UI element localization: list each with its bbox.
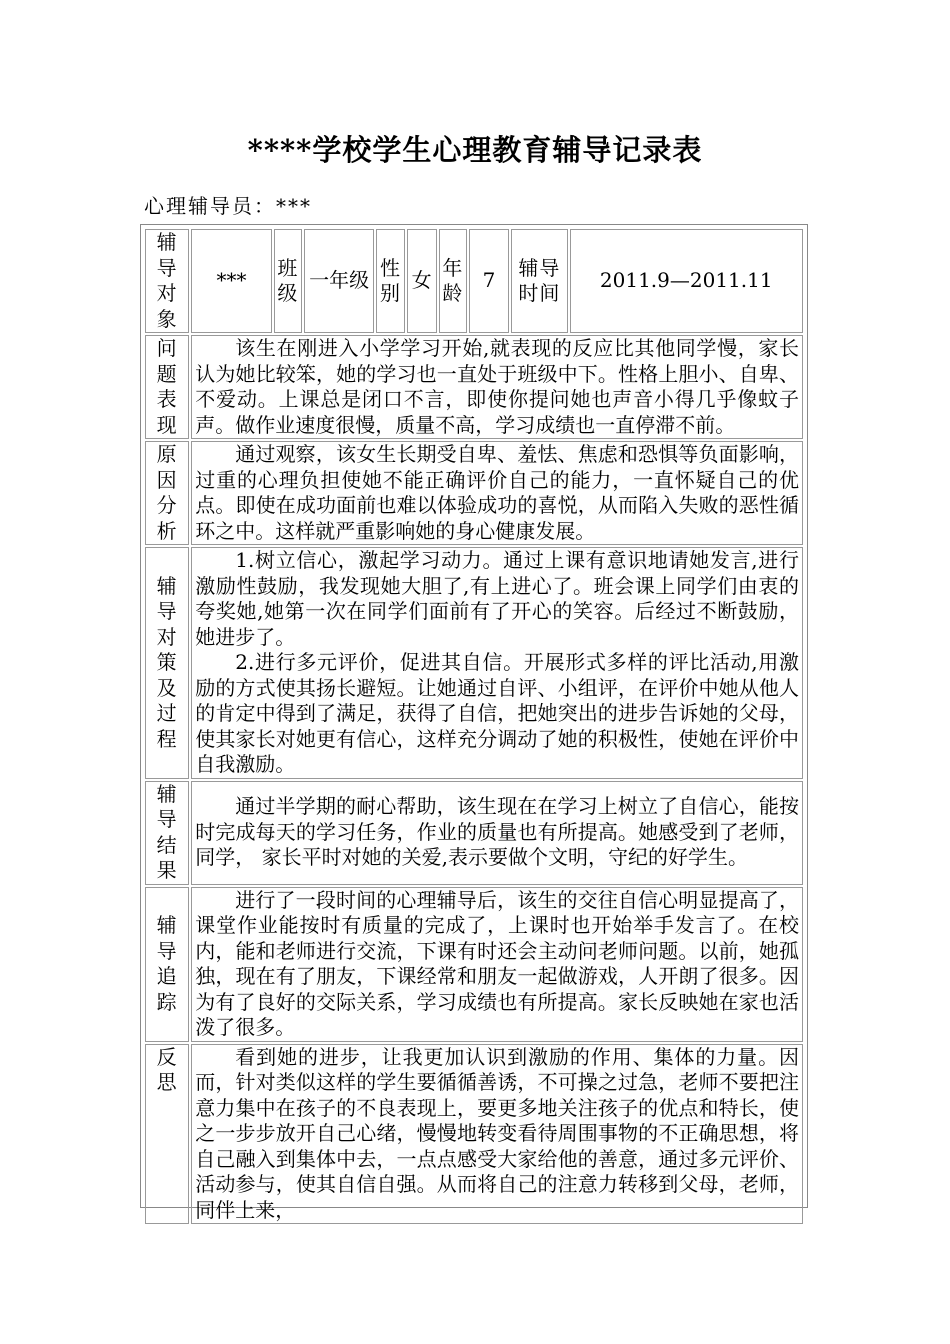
reflection-paragraph: 看到她的进步，让我更加认识到激励的作用、集体的力量。因而，针对类似这样的学生要循循善诱，不可操之过急，老师不要把注意力集中在孩子的不良表现上，要更多地关注孩子的优点和特长，使之一步步放开自己心绪，慢慢地转变看待周围事物的不正确思想，将自己融入到集体中去，一点点感受大家给他的善意，通过多元评价、活动参与，使其自信自强。从而将自己的注意力转移到父母，老师，同伴上来， (195, 1044, 799, 1222)
page-title: ****学校学生心理教育辅导记录表 (247, 133, 703, 167)
reflection-label: 反思 (145, 1044, 189, 1225)
result-paragraph: 通过半学期的耐心帮助，该生现在在学习上树立了自信心，能按时完成每天的学习任务，作业的质量也有所提高。她感受到了老师，同学， 家长平时对她的关爱,表示要做个文明，守纪的好学生。 (195, 794, 799, 870)
strategy-content (191, 547, 803, 779)
result-label: 辅导结果 (145, 781, 189, 885)
strategy-row (145, 547, 803, 779)
result-row (145, 781, 803, 885)
problem-paragraph: 该生在刚进入小学学习开始,就表现的反应比其他同学慢，家长认为她比较笨，她的学习也一直处于班级中下。性格上胆小、自卑、不爱动。上课总是闭口不言，即使你提问她也声音小得几乎像蚊子声。做作业速度很慢，质量不高，学习成绩也一直停滞不前。 (195, 336, 799, 437)
age-value: 7 (469, 229, 509, 333)
strategy-label: 辅导对策及过程 (145, 547, 189, 779)
age-label: 年龄 (439, 229, 467, 333)
followup-label: 辅导追踪 (145, 887, 189, 1042)
cause-content (191, 441, 803, 545)
target-value: *** (191, 229, 272, 333)
followup-row (145, 887, 803, 1042)
cause-paragraph: 通过观察，该女生长期受自卑、羞怯、焦虑和恐惧等负面影响，过重的心理负担使她不能正确评价自己的能力，一直怀疑自己的优点。即使在成功面前也难以体验成功的喜悦，从而陷入失败的恶性循环之中。这样就严重影响她的身心健康发展。 (195, 442, 799, 543)
class-value: 一年级 (304, 229, 374, 333)
record-table-frame (140, 224, 808, 1222)
time-value: 2011.9—2011.11 (570, 229, 804, 333)
header-row (145, 229, 803, 333)
reflection-content (191, 1044, 803, 1225)
cause-label: 原因分析 (145, 441, 189, 545)
followup-paragraph: 进行了一段时间的心理辅导后，该生的交往自信心明显提高了，课堂作业能按时有质量的完成了，上课时也开始举手发言了。在校内，能和老师进行交流，下课有时还会主动问老师问题。以前，她孤独，现在有了朋友，下课经常和朋友一起做游戏，人开朗了很多。因为有了良好的交际关系，学习成绩也有所提高。家长反映她在家也活泼了很多。 (195, 887, 799, 1039)
strategy-paragraph-1: 1.树立信心，激起学习动力。通过上课有意识地请她发言,进行激励性鼓励，我发现她大胆了,有上进心了。班会课上同学们由衷的夸奖她,她第一次在同学们面前有了开心的笑容。后经过不断鼓励， 她进步了。 (195, 548, 799, 649)
class-label: 班级 (274, 229, 302, 333)
followup-content (191, 887, 803, 1042)
strategy-paragraph-2: 2.进行多元评价，促进其自信。开展形式多样的评比活动,用激励的方式使其扬长避短。让她通过自评、小组评，在评价中她从他人的肯定中得到了满足，获得了自信，把她突出的进步告诉她的父母，使其家长对她更有信心，这样充分调动了她的积极性，使她在评价中自我激励。 (195, 650, 799, 776)
gender-value: 女 (407, 229, 437, 333)
gender-label: 性别 (376, 229, 404, 333)
reflection-row (145, 1044, 803, 1225)
target-label: 辅导对象 (145, 229, 189, 333)
problem-row (145, 335, 803, 439)
record-table (143, 227, 805, 1226)
problem-label: 问题表现 (145, 335, 189, 439)
cause-row (145, 441, 803, 545)
problem-content (191, 335, 803, 439)
result-content (191, 781, 803, 885)
time-label: 辅导时间 (511, 229, 567, 333)
counselor-line: 心理辅导员：*** (144, 194, 312, 218)
